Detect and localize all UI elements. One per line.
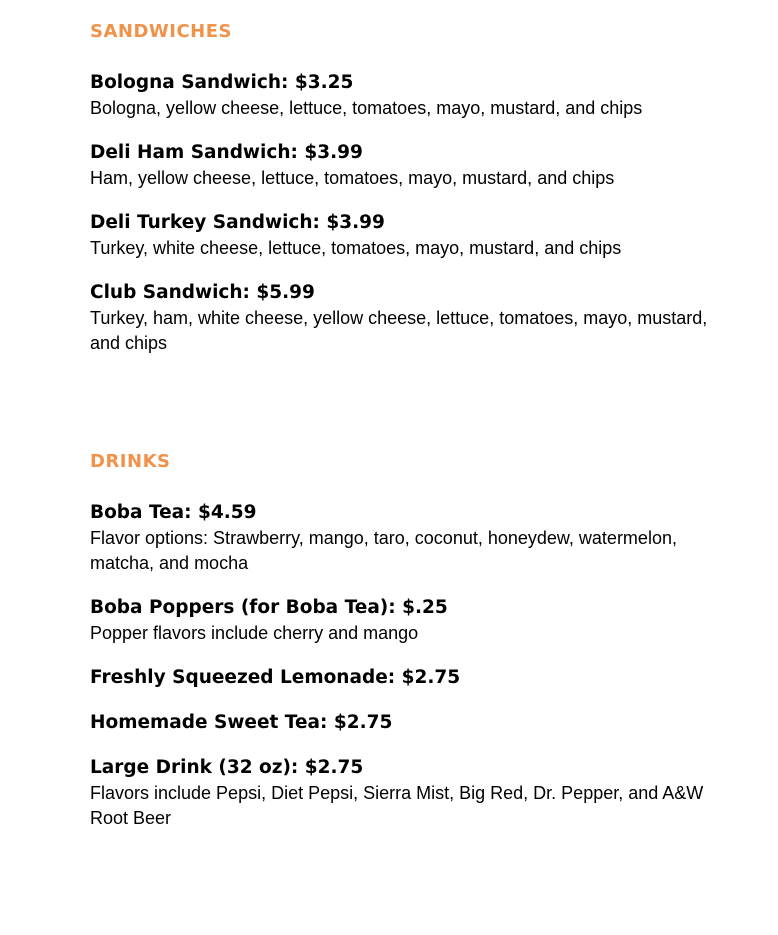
- menu-item: [90, 665, 730, 691]
- menu-item-description: Turkey, white cheese, lettuce, tomatoes, mayo, mustard, and chips: [90, 238, 622, 258]
- menu-item: [90, 710, 730, 736]
- section-heading-sandwiches: SANDWICHES: [90, 21, 232, 42]
- menu-item-title: Boba Tea: $4.59: [90, 502, 257, 523]
- menu-item: [90, 70, 730, 121]
- menu-item-title: Large Drink (32 oz): $2.75: [90, 757, 364, 778]
- menu-item-title: Freshly Squeezed Lemonade: $2.75: [90, 667, 461, 688]
- sandwiches-list: [90, 70, 730, 356]
- menu-item-description: Bologna, yellow cheese, lettuce, tomatoes, mayo, mustard, and chips: [90, 98, 643, 118]
- menu-item: [90, 210, 730, 261]
- menu-item-title: Club Sandwich: $5.99: [90, 282, 315, 303]
- menu-item-description: Popper flavors include cherry and mango: [90, 623, 419, 643]
- menu-item-description: Ham, yellow cheese, lettuce, tomatoes, mayo, mustard, and chips: [90, 168, 615, 188]
- section-heading-drinks: DRINKS: [90, 451, 171, 472]
- menu-item-title: Deli Turkey Sandwich: $3.99: [90, 212, 385, 233]
- menu-item: [90, 280, 730, 356]
- menu-item: [90, 755, 730, 831]
- menu-item-description: Turkey, ham, white cheese, yellow cheese, lettuce, tomatoes, mayo, mustard, and chips: [90, 308, 708, 353]
- menu-item-title: Deli Ham Sandwich: $3.99: [90, 142, 363, 163]
- menu-item: [90, 595, 730, 646]
- menu-item-title: Boba Poppers (for Boba Tea): $.25: [90, 597, 448, 618]
- drinks-section: [90, 450, 730, 850]
- menu-item-description: Flavors include Pepsi, Diet Pepsi, Sierra Mist, Big Red, Dr. Pepper, and A&W Root Beer: [90, 783, 704, 828]
- menu-item-title: Homemade Sweet Tea: $2.75: [90, 712, 393, 733]
- sandwiches-section: [90, 20, 730, 375]
- menu-item: [90, 500, 730, 576]
- menu-item-description: Flavor options: Strawberry, mango, taro, coconut, honeydew, watermelon, matcha, and mocha: [90, 528, 677, 573]
- drinks-list: [90, 500, 730, 831]
- menu-item-title: Bologna Sandwich: $3.25: [90, 72, 354, 93]
- menu-item: [90, 140, 730, 191]
